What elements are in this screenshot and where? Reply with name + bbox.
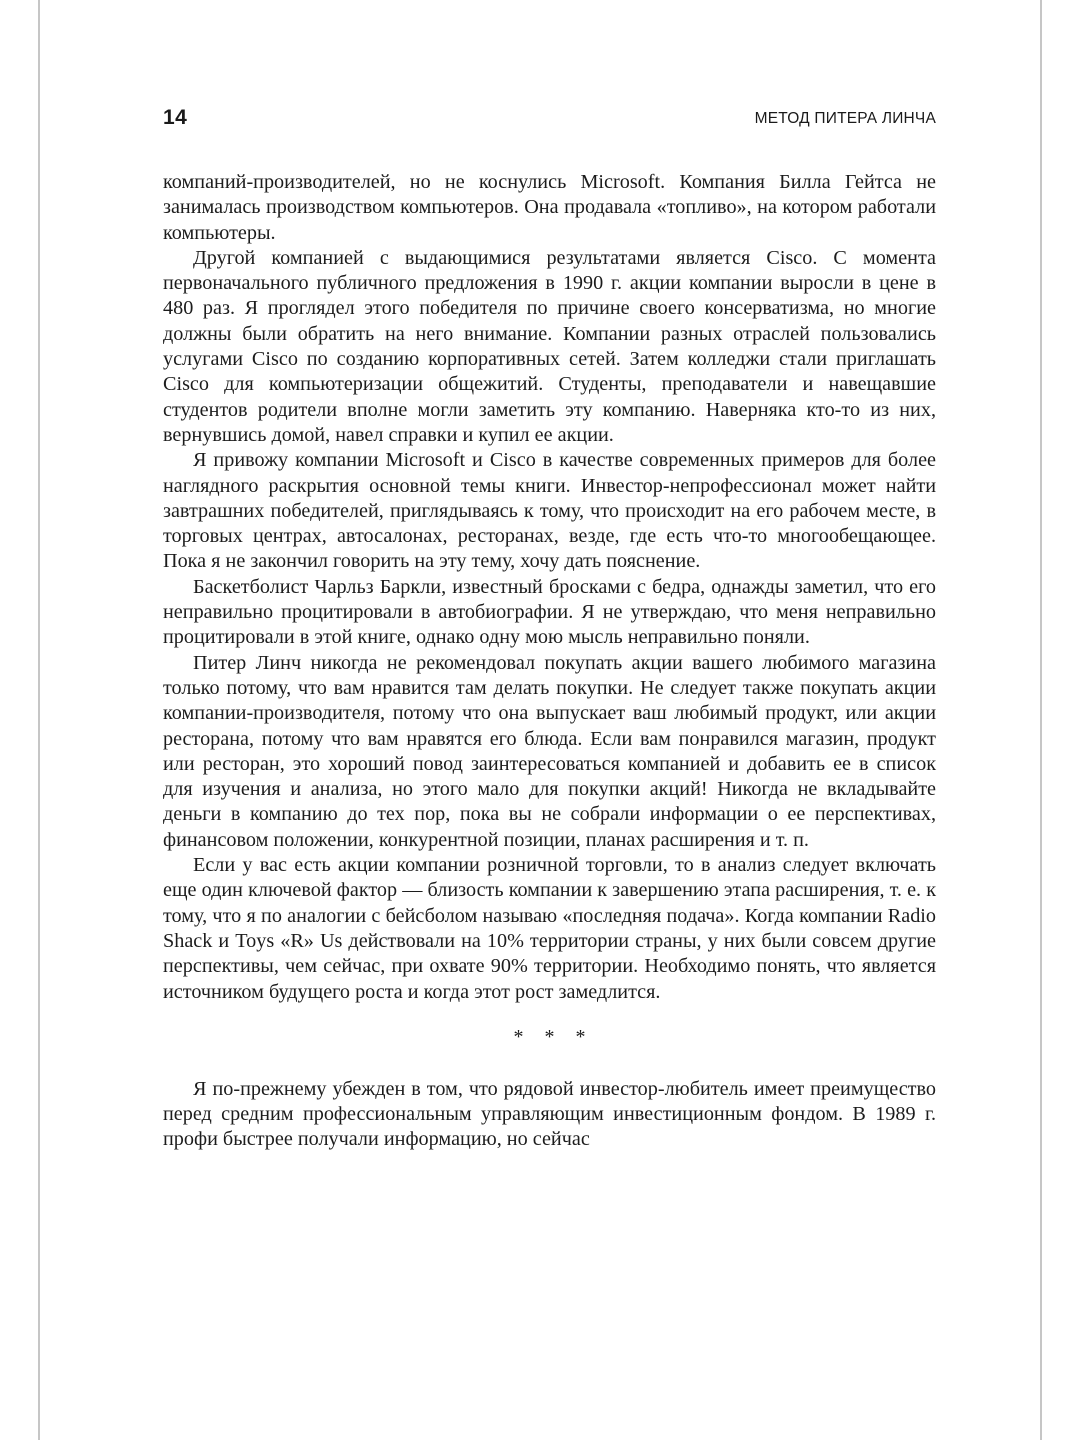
paragraph: Я по-прежнему убежден в том, что рядовой инвестор-любитель имеет преимущество перед средним профессиональным управляющим инвестиционным фондом. В 1989 г. профи быстрее получали информацию, но сейчас xyxy=(163,1077,936,1151)
paragraph: Другой компанией с выдающимися результатами является Cisco. С момента первоначального публичного предложения в 1990 г. акции компании выросли в цене в 480 раз. Я проглядел этого победителя по причине своего консерватизма, но многие должны были обратить на него внимание. Компании разных отраслей пользовались услугами Cisco по созданию корпоративных сетей. Затем колледжи стали приглашать Cisco для компьютеризации общежитий. Студенты, преподаватели и навещавшие студентов родители вполне могли заметить эту компанию. Наверняка кто-то из них, вернувшись домой, навел справки и купил ее акции. xyxy=(163,246,936,446)
body-text xyxy=(163,170,936,1153)
page-edge-right xyxy=(1040,0,1042,1440)
paragraph: Если у вас есть акции компании розничной торговли, то в анализ следует включать еще один ключевой фактор — близость компании к завершению этапа расширения, т. е. к тому, что я по аналогии с бейсболом называю «последняя подача». Когда компании Radio Shack и Toys «R» Us действовали на 10% территории страны, у них были совсем другие перспективы, чем сейчас, при охвате 90% территории. Необходимо понять, что является источником будущего роста и когда этот рост замедлится. xyxy=(163,854,936,1003)
paragraph-continued: компаний-производителей, но не коснулись Microsoft. Компания Билла Гейтса не занималась производством компьютеров. Она продавала «топливо», на котором работали компьютеры. xyxy=(163,171,936,244)
paragraph: Я привожу компании Microsoft и Cisco в качестве современных примеров для более наглядного раскрытия основной темы книги. Инвестор-непрофессионал может найти завтрашних победителей, приглядываясь к тому, что происходит на его рабочем месте, в торговых центрах, автосалонах, ресторанах, везде, где есть что-то многообещающее. Пока я не закончил говорить на эту тему, хочу дать пояснение. xyxy=(163,449,936,573)
section-separator: * * * xyxy=(513,1025,594,1048)
paragraph: Баскетболист Чарльз Баркли, известный бросками с бедра, однажды заметил, что его неправильно процитировали в автобиографии. Я не утверждаю, что меня неправильно процитировали в этой книге, однако одну мою мысль неправильно поняли. xyxy=(163,575,936,649)
page-number: 14 xyxy=(163,106,188,129)
running-head xyxy=(163,104,936,136)
paragraph: Питер Линч никогда не рекомендовал покупать акции вашего любимого магазина только потому, что вам нравится там делать покупки. Не следует также покупать акции компании-производителя, потому что она выпускает ваш любимый продукт, или акции ресторана, потому что вам нравятся его блюда. Если вам понравился магазин, продукт или ресторан, это хороший повод заинтересоваться компанией и добавить ее в список для изучения и анализа, но этого мало для покупки акций! Никогда не вкладывайте деньги в компанию до тех пор, пока вы не собрали информации о ее перспективах, финансовом положении, конкурентной позиции, планах расширения и т. п. xyxy=(163,651,936,851)
book-title: МЕТОД ПИТЕРА ЛИНЧА xyxy=(754,110,936,127)
